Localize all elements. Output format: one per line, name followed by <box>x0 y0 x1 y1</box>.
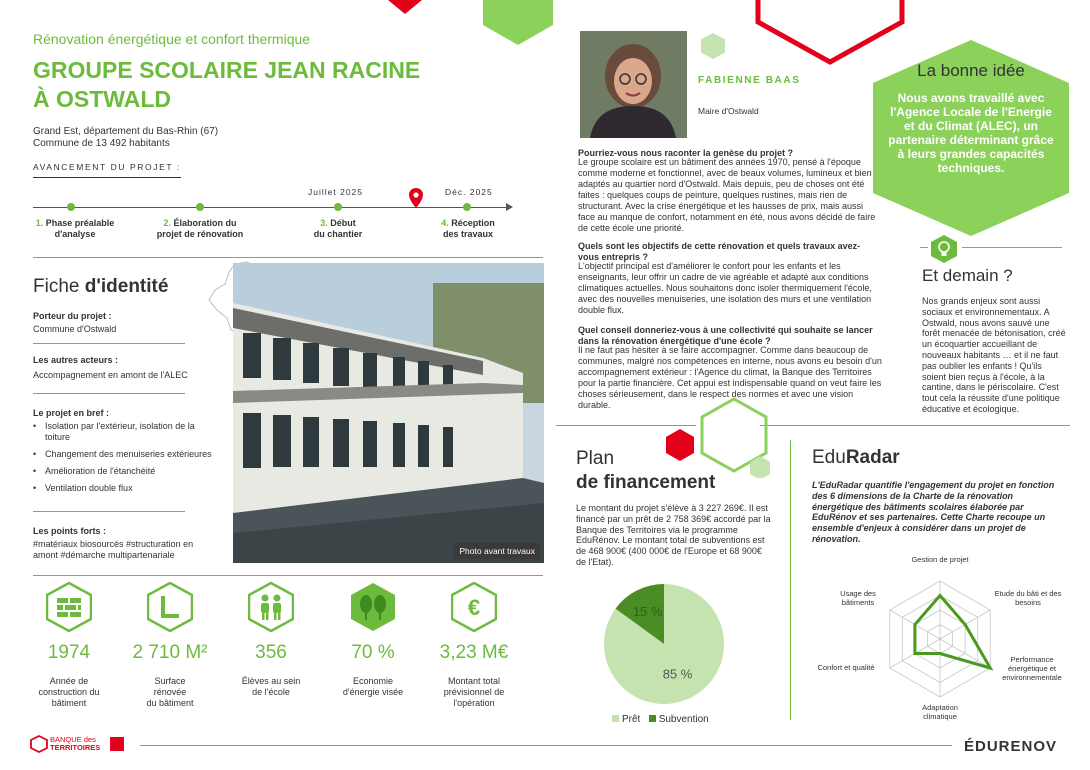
stat-value: 356 <box>255 642 287 663</box>
timeline-dot <box>67 203 75 211</box>
list-item: • Isolation par l'extérieur, isolation de la toiture <box>33 421 213 443</box>
green-hexagon <box>483 0 553 45</box>
stat-value: 70 % <box>351 642 395 663</box>
porteur-heading: Porteur du projet : <box>33 311 112 321</box>
bdt-logo-icon <box>30 735 48 753</box>
timeline-dot <box>334 203 342 211</box>
location-pin-icon <box>409 188 423 208</box>
list-item: • Changement des menuiseries extérieures <box>33 449 213 460</box>
title-line2: À OSTWALD <box>33 86 171 112</box>
mayor-portrait <box>580 31 687 138</box>
timeline-step: 2. Élaboration du projet de rénovation <box>156 218 244 239</box>
acteurs-text: Accompagnement en amont de l'ALEC <box>33 370 188 380</box>
title-line1: GROUPE SCOLAIRE JEAN RACINE <box>33 57 421 83</box>
divider <box>33 257 543 258</box>
children-icon <box>248 582 294 632</box>
stat-label: Montant total prévisionnel de l'opération <box>443 676 505 708</box>
divider <box>760 425 1070 426</box>
pie-label: 15 % <box>632 603 663 619</box>
republic-logo <box>110 737 124 751</box>
interviewee-role: Maire d'Ostwald <box>698 106 759 116</box>
footer-line <box>140 745 952 746</box>
answer: Le groupe scolaire est un bâtiment des années 1970, pensé à l'époque comme moderne et fonctionnel, avec de beaux volumes, lumineux et bien adaptés au quartier nord d'Ostwald. Mais depuis, peu de choses ont été faites : quelques coups de peinture, quelques rustines, mais rien de structurant. Avec la crise énergétique et les hausses de prix, mais aussi face au manque de confort, notamment en été, nous avons décidé de faire de cette école une priorité. <box>578 157 876 233</box>
stat-value: 3,23 M€ <box>439 642 509 663</box>
radar-label: Adaptation climatique <box>922 703 958 721</box>
radar-label: Etude du bâti et des besoins <box>994 589 1062 607</box>
porteur-text: Commune d'Ostwald <box>33 324 117 334</box>
demain-text: Nos grands enjeux sont aussi sociaux et environnementaux. A Ostwald, nous avons sauvé une forêt menacée de bétonisation, créé un écoquartier accueillant de nouveaux habitants … et il ne faut pas oublier les enfants ! Qu'ils soient bien reçus à l'école, à la cantine, dans le périscolaire. C'est tout cela la réussite d'une politique éducative et écologique. <box>922 296 1066 414</box>
answer: L'objectif principal est d'améliorer le confort pour les enfants et les enseignants, leur offrir un cadre de vie agréable et adapté aux conditions climatiques actuelles. Nous souhaitons donc isoler thermiquement l'école, avec des nouvelles menuiseries, une isolation des murs et une ventilation double flux. <box>578 261 872 315</box>
legend-swatch <box>649 715 656 722</box>
timeline-dot <box>196 203 204 211</box>
eduradar-title: EduRadar <box>812 447 900 468</box>
divider <box>33 343 185 344</box>
bdt-logo: BANQUE des TERRITOIRES <box>50 735 101 752</box>
eduradar-chart <box>810 550 1070 728</box>
building-photo <box>233 263 544 563</box>
divider <box>920 247 928 248</box>
stat-label: Élèves au sein de l'école <box>241 676 301 697</box>
answer: Il ne faut pas hésiter à se faire accompagner. Comme dans beaucoup de communes, malgré nos compétences en interne, nous avons eu besoin d'un accompagnement extérieur : l'Agence du climat, la Banque des Territoires pour la partie financière. Cet appui est indispensable quand on veut faire les choses sérieusement, dans le respect des normes et avec une vision durable. <box>578 345 882 410</box>
surface-icon <box>147 582 193 632</box>
stat-value: 1974 <box>47 642 91 663</box>
pie-label: 85 % <box>662 666 693 682</box>
small-green-hexagon <box>700 32 726 60</box>
demain-title: Et demain ? <box>922 266 1013 285</box>
divider <box>33 511 185 512</box>
divider <box>33 575 543 576</box>
idea-title: La bonne idée <box>917 61 1025 80</box>
timeline-date: Juillet 2025 <box>308 187 364 197</box>
region-line: Grand Est, département du Bas-Rhin (67) <box>33 126 219 137</box>
timeline-step: 3. Début du chantier <box>313 218 363 239</box>
stat-value: 2 710 M² <box>132 642 208 663</box>
population-line: Commune de 13 492 habitants <box>33 138 170 149</box>
forts-heading: Les points forts : <box>33 526 107 536</box>
brick-wall-icon <box>46 582 92 632</box>
timeline-arrow <box>506 203 513 211</box>
question: Pourriez-vous nous raconter la genèse du projet ? <box>578 148 794 158</box>
legend-label: Prêt <box>622 714 641 725</box>
divider <box>962 247 1062 248</box>
forts-text: #matériaux biosourcés #structuration en amont #démarche multipartenariale <box>33 539 194 560</box>
timeline-dot <box>463 203 471 211</box>
list-item: • Ventilation double flux <box>33 483 213 494</box>
edurenov-logo: ÉDURENOV <box>964 738 1058 755</box>
euro-icon <box>451 582 497 632</box>
radar-label: Performance énergétique et environnementale <box>1002 655 1062 682</box>
region-info <box>33 126 218 150</box>
kicker: Rénovation énergétique et confort thermique <box>33 31 311 47</box>
radar-label: Usage des bâtiments <box>840 589 876 607</box>
pie-legend <box>612 714 709 725</box>
radar-label: Confort et qualité <box>817 663 875 672</box>
divider <box>790 440 791 720</box>
eduradar-text: L'EduRadar quantifie l'engagement du projet en fonction des 6 dimensions de la Charte de la rénovation énergétique des bâtiments scolaires élaborée par EduRénov et ses partenaires. Cette Charte recoupe un ensemble d'enjeux à considérer dans un projet de rénovation. <box>812 480 1055 544</box>
timeline-heading: AVANCEMENT DU PROJET : <box>33 162 181 178</box>
bref-heading: Le projet en bref : <box>33 408 110 418</box>
idea-text: Nous avons travaillé avec l'Agence Locale de l'Energie et du Climat (ALEC), un partenaire déterminant grâce à leurs grandes capacités techniques. <box>888 91 1054 175</box>
stat-label: Economie d'énergie visée <box>342 676 404 697</box>
radar-label: Gestion de projet <box>911 555 969 564</box>
divider <box>33 393 185 394</box>
financing-pie-chart <box>602 568 726 712</box>
photo-caption: Photo avant travaux <box>454 543 540 559</box>
plan-title: Plan de financement <box>576 448 716 493</box>
legend-label: Subvention <box>658 714 709 725</box>
trees-icon <box>350 582 396 632</box>
timeline-line <box>33 207 511 208</box>
svg-text:€: € <box>467 595 481 620</box>
plan-text: Le montant du projet s'élève à 3 227 269€. Il est financé par un prêt de 2 758 369€ accordé par la Banque des Territoires via le programme EduRénov. Le montant total de subventions est de 468 900€ (400 000€ de l'Europe et 68 900€ de l'Etat). <box>576 503 771 567</box>
timeline-date: Déc. 2025 <box>445 187 493 197</box>
stat-label: Année de construction du bâtiment <box>38 676 100 708</box>
acteurs-heading: Les autres acteurs : <box>33 355 119 365</box>
question: Quels sont les objectifs de cette rénovation et quels travaux avez-vous entrepris ? <box>578 241 861 262</box>
timeline-step: 4. Réception des travaux <box>441 218 495 239</box>
bref-list <box>33 421 213 500</box>
timeline-step: 1. Phase préalable d'analyse <box>35 218 115 239</box>
legend-swatch <box>612 715 619 722</box>
fiche-title: Fiche d'identité <box>33 276 169 297</box>
interviewee-name: FABIENNE BAAS <box>698 75 801 86</box>
lightbulb-icon <box>930 234 958 264</box>
question: Quel conseil donneriez-vous à une collectivité qui souhaite se lancer dans la rénovation énergétique d'une école ? <box>578 325 873 346</box>
page-title <box>33 56 463 114</box>
red-hexagon <box>388 0 422 14</box>
list-item: • Amélioration de l'étanchéité <box>33 466 213 477</box>
stat-label: Surface rénovée du bâtiment <box>146 676 194 708</box>
